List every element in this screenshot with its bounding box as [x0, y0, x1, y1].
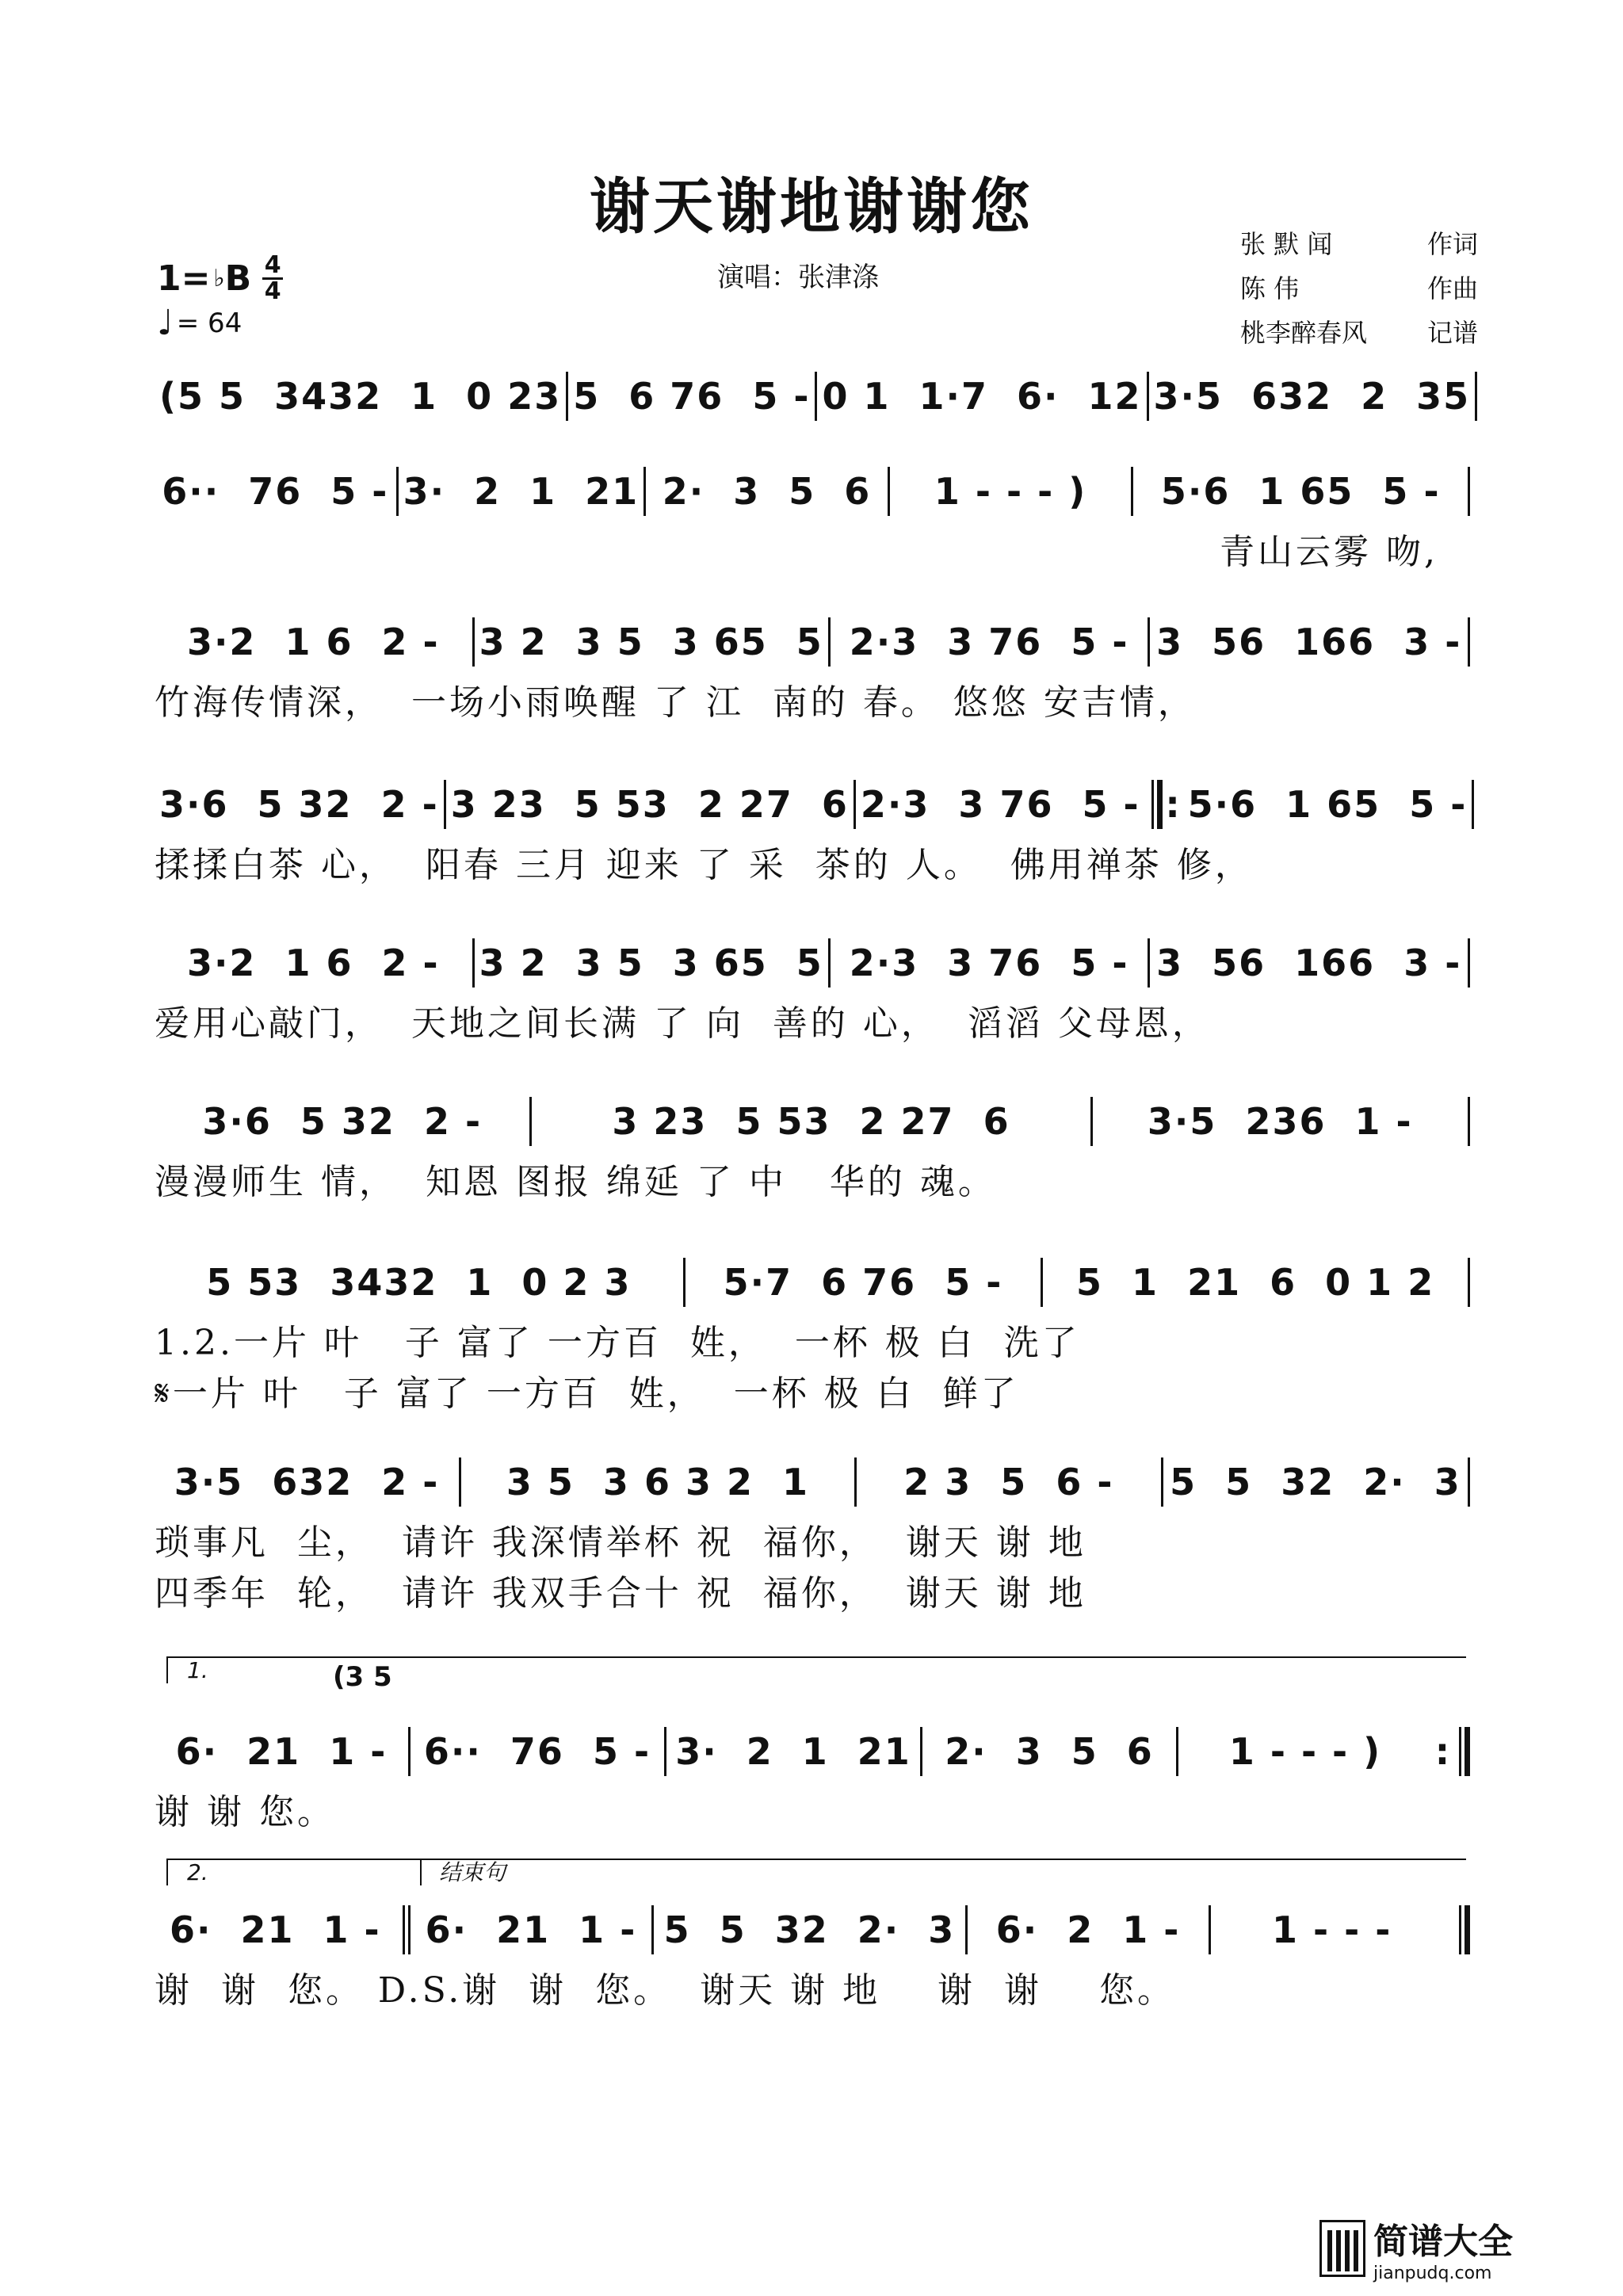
- score-line-2: [155, 460, 1470, 574]
- measure: 2·3 3 76 5 -: [860, 783, 1140, 826]
- measure: 3 23 5 53 2 27 6: [450, 783, 849, 826]
- flat-icon: ♭: [213, 265, 225, 292]
- measure: 3·6 5 32 2 -: [159, 783, 439, 826]
- key-note: B: [224, 258, 252, 299]
- score-line-9: [155, 1720, 1470, 1834]
- coda-label: 结束句: [420, 1860, 506, 1885]
- repeat-dots: :: [1165, 783, 1180, 826]
- first-ending-label: 1.: [166, 1658, 208, 1683]
- measure: 3·5 236 1 -: [1147, 1100, 1413, 1143]
- lyricist-credit: [1240, 222, 1478, 266]
- key-signature: [157, 251, 283, 305]
- tempo-marking: [157, 303, 242, 343]
- measure: 2·3 3 76 5 -: [849, 621, 1129, 663]
- composer-role: 作曲: [1426, 273, 1478, 304]
- score-line-7: [155, 1251, 1470, 1415]
- measure: 5 5 32 2· 3: [663, 1908, 956, 1951]
- singer-credit: 演唱：张津涤: [717, 262, 879, 293]
- barline: [1468, 1457, 1470, 1507]
- repeat-dots: :: [1434, 1730, 1450, 1773]
- barline: [1468, 467, 1470, 516]
- measure: (5 5 3432 1 0 23: [159, 375, 562, 418]
- barline: [1472, 780, 1474, 829]
- lyricist-role: 作词: [1426, 229, 1478, 259]
- lyric-line: 漫漫师生 情， 知恩 图报 绵延 了 中 华的 魂。: [155, 1162, 996, 1202]
- lyric-line: 青山云雾 吻,: [1220, 532, 1438, 572]
- measure: 2·3 3 76 5 -: [849, 942, 1129, 984]
- score-line-8: [155, 1450, 1470, 1615]
- measure: 6· 2 1 -: [995, 1908, 1181, 1951]
- time-bottom: 4: [264, 277, 281, 305]
- measure: 5 1 21 6 0 1 2: [1076, 1261, 1435, 1304]
- measure: 6· 21 1 -: [169, 1908, 381, 1951]
- measure: 5·6 1 65 5 -: [1187, 783, 1468, 826]
- barline: [1475, 372, 1477, 421]
- lyric-line: 揉揉白茶 心， 阳春 三月 迎来 了 采 茶的 人。 佛用禅茶 修，: [155, 845, 1253, 885]
- score-line-6: [155, 1090, 1470, 1204]
- measure: 6·· 76 5 -: [423, 1730, 651, 1773]
- score-line-5: [155, 931, 1470, 1045]
- measure: 6·· 76 5 -: [162, 470, 389, 513]
- quarter-note-icon: ♩: [157, 303, 174, 343]
- repeat-end-barline: [1459, 1727, 1470, 1776]
- measure: 2· 3 5 6: [945, 1730, 1154, 1773]
- lyric-line-verse-2: 四季年 轮， 请许 我双手合十 祝 福你， 谢天 谢 地: [155, 1573, 1086, 1614]
- measure: 3· 2 1 21: [403, 470, 640, 513]
- repeat-start-barline: [1151, 780, 1163, 829]
- key-label: 1=: [157, 258, 211, 299]
- barline: [1468, 1097, 1470, 1146]
- measure: 1 - - - ): [1228, 1730, 1382, 1773]
- measure: 5·7 6 76 5 -: [723, 1261, 1003, 1304]
- lyric-line-verse-1: 琐事凡 尘， 请许 我深情举杯 祝 福你， 谢天 谢 地: [155, 1522, 1086, 1563]
- lyric-line-verse-2: 𝄋一片 叶 子 富了 一方百 姓， 一杯 极 白 鲜了: [155, 1373, 1019, 1414]
- transcriber-credit: [1240, 311, 1478, 355]
- measure: 6· 21 1 -: [175, 1730, 388, 1773]
- measure: 1 - - - ): [934, 470, 1087, 513]
- time-signature: [262, 251, 283, 305]
- watermark-url: jianpudq.com: [1373, 2264, 1492, 2283]
- barline: [1468, 938, 1470, 988]
- watermark-name: 简谱大全: [1373, 2222, 1513, 2262]
- measure: 3 2 3 5 3 65 5: [479, 621, 823, 663]
- measure: 3·6 5 32 2 -: [202, 1100, 483, 1143]
- lyric-line: 竹海传情深， 一场小雨唤醒 了 江 南的 春。 悠悠 安吉情，: [155, 682, 1196, 723]
- measure: 0 1 1·7 6· 12: [822, 375, 1142, 418]
- score-line-1: [155, 365, 1470, 428]
- final-barline: [1459, 1905, 1470, 1954]
- barline: [1468, 1258, 1470, 1307]
- measure: 2 3 5 6 -: [903, 1461, 1114, 1503]
- measure: 6· 21 1 -: [425, 1908, 637, 1951]
- watermark-logo: [1319, 2213, 1513, 2283]
- double-barline: [403, 1905, 411, 1954]
- measure: 1 - - -: [1272, 1908, 1392, 1951]
- measure: 5 5 32 2· 3: [1170, 1461, 1461, 1503]
- measure: 3 56 166 3 -: [1156, 942, 1462, 984]
- measure: 3· 2 1 21: [675, 1730, 911, 1773]
- measure: 3·2 1 6 2 -: [186, 621, 440, 663]
- score-line-10: [155, 1898, 1470, 2012]
- measure: 5·6 1 65 5 -: [1160, 470, 1441, 513]
- measure: 3·5 632 2 35: [1153, 375, 1471, 418]
- tempo-value: = 64: [176, 307, 242, 339]
- composer-name: 陈 伟: [1240, 273, 1300, 304]
- second-ending-label: 2.: [166, 1860, 208, 1885]
- transcriber-name: 桃李醉春风: [1240, 318, 1368, 348]
- measure: 2· 3 5 6: [662, 470, 872, 513]
- lyric-line: 谢 谢 您。 D.S.谢 谢 您。 谢天 谢 地 谢 谢 您。: [155, 1970, 1175, 2011]
- measure: 5 53 3432 1 0 2 3: [206, 1261, 632, 1304]
- first-ending-bracket: [166, 1656, 1466, 1693]
- measure: 5 6 76 5 -: [573, 375, 811, 418]
- measure: 3 56 166 3 -: [1156, 621, 1462, 663]
- barline: [1468, 617, 1470, 667]
- lyric-line-verse-1: 1.2.一片 叶 子 富了 一方百 姓， 一杯 极 白 洗了: [155, 1323, 1080, 1363]
- measure: 3 2 3 5 3 65 5: [479, 942, 823, 984]
- measure: 3 5 3 6 3 2 1: [506, 1461, 810, 1503]
- measure: 3·2 1 6 2 -: [186, 942, 440, 984]
- measure: 3 23 5 53 2 27 6: [612, 1100, 1010, 1143]
- pickup-notes: (3 5: [333, 1661, 392, 1693]
- measure: 3·5 632 2 -: [174, 1461, 440, 1503]
- transcriber-role: 记谱: [1426, 318, 1478, 348]
- composer-credit: [1240, 266, 1478, 311]
- piano-icon: [1319, 2220, 1365, 2277]
- lyric-line: 谢 谢 您。: [155, 1792, 335, 1832]
- score-line-3: [155, 610, 1470, 724]
- time-top: 4: [264, 251, 281, 279]
- score-line-4: [155, 773, 1470, 887]
- second-ending-bracket: [166, 1859, 1466, 1887]
- credits: [1240, 222, 1478, 355]
- lyric-line: 爱用心敲门， 天地之间长满 了 向 善的 心， 滔滔 父母恩，: [155, 1003, 1210, 1044]
- lyricist-name: 张 默 闻: [1240, 229, 1333, 259]
- song-title: 谢天谢地谢谢您: [590, 171, 1033, 242]
